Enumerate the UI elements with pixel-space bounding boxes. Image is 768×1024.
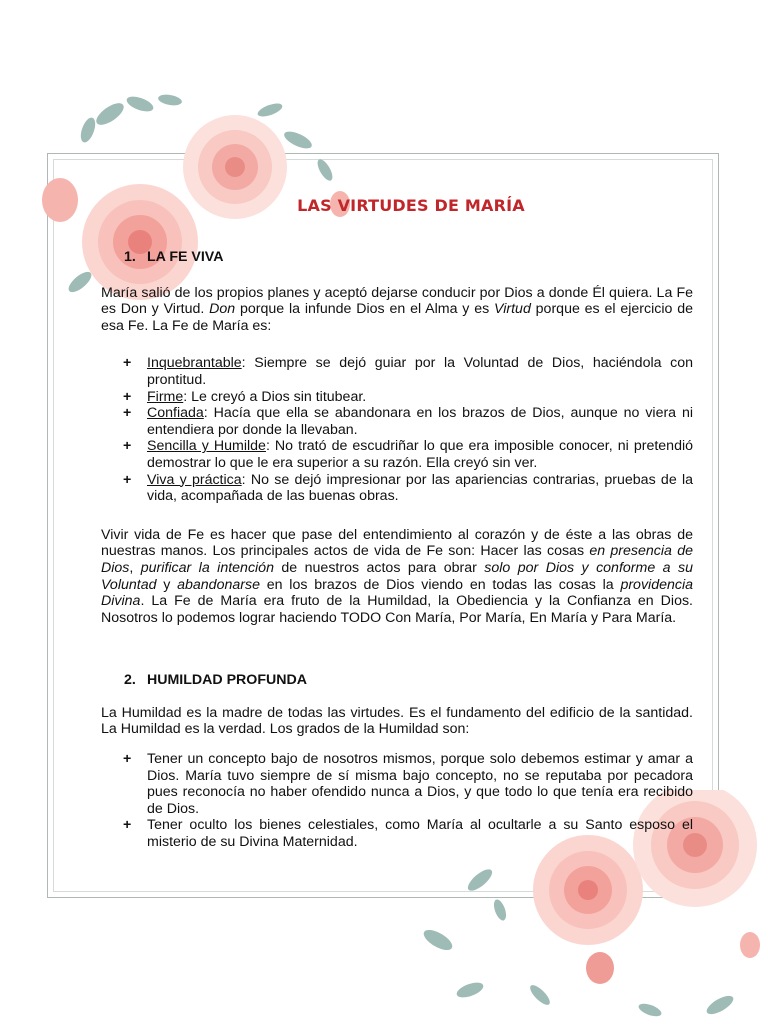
list-item bbox=[101, 405, 693, 438]
list-item-text: : Hacía que ella se abandonara en los brazos de Dios, aunque no viera ni entendiera por donde la llevaban. bbox=[147, 405, 693, 438]
italic-run: Don bbox=[209, 301, 236, 318]
text-run: . La Fe de María era fruto de la Humildad, la Obediencia y la Confianza en Dios. Nosotros lo podemos lograr haciendo TODO Con María, Por María, En María y Para María. bbox=[101, 593, 693, 626]
text-run: porque es el ejercicio de esa Fe. La Fe de María es: bbox=[101, 301, 693, 334]
list-item-text: : Le creyó a Dios sin titubear. bbox=[183, 388, 367, 405]
text-run: María salió de los propios planes y aceptó dejarse conducir por Dios a donde Él quiera. La Fe es Don y Virtud. bbox=[101, 284, 693, 318]
text-run: y bbox=[156, 576, 178, 593]
section-heading-fe-viva bbox=[101, 249, 693, 266]
list-item bbox=[101, 751, 693, 817]
plus-bullet-icon: + bbox=[123, 471, 132, 488]
rose-icon bbox=[533, 835, 643, 945]
list-item-text: Tener un concepto bajo de nosotros mismos, porque solo debemos estimar y amar a Dios. María tuvo siempre de sí misma bajo concepto, no se reputaba por pecadora pues reconocía no haber ofendido nunca a Dios, y que todo lo que tenía era recibido de Dios. bbox=[147, 751, 693, 817]
list-item bbox=[101, 472, 693, 505]
text-run: , bbox=[129, 559, 141, 576]
italic-run: abandonarse bbox=[177, 576, 260, 593]
list-item-text: Tener oculto los bienes celestiales, como María al ocultarle a su Santo esposo el misterio de su Divina Maternidad. bbox=[147, 817, 693, 851]
text-run: porque la infunde Dios en el Alma y es bbox=[235, 301, 495, 318]
section2-intro-paragraph: La Humildad es la madre de todas las virtudes. Es el fundamento del edificio de la santidad. La Humildad es la verdad. Los grados de la Humildad son: bbox=[101, 704, 693, 738]
section-number: 2. bbox=[124, 672, 136, 689]
list-item bbox=[101, 355, 693, 388]
list-item bbox=[101, 389, 693, 406]
text-run: de nuestros actos para obrar bbox=[273, 559, 485, 576]
document-title: LAS VIRTUDES DE MARÍA bbox=[297, 196, 525, 215]
italic-run: Virtud bbox=[494, 301, 531, 318]
section-number: 1. bbox=[124, 249, 136, 265]
text-run: en los brazos de Dios viendo en todas las cosas la bbox=[259, 576, 621, 593]
italic-run: solo por Dios y conforme a su Voluntad bbox=[101, 559, 693, 593]
section1-intro-paragraph bbox=[101, 285, 693, 335]
section1-closing-paragraph bbox=[101, 527, 693, 627]
list-item bbox=[101, 817, 693, 850]
list-item-text: : No se dejó impresionar por las apariencias contrarias, pruebas de la vida, acompañada de las buenas obras. bbox=[147, 471, 694, 505]
underlined-term: Viva y práctica bbox=[147, 471, 242, 488]
rosebud-icon bbox=[586, 932, 760, 984]
italic-run: en presencia de Dios bbox=[101, 543, 694, 576]
plus-bullet-icon: + bbox=[123, 438, 132, 455]
plus-bullet-icon: + bbox=[123, 817, 132, 834]
underlined-term: Firme bbox=[147, 388, 184, 405]
underlined-term: Inquebrantable bbox=[147, 355, 242, 372]
plus-bullet-icon: + bbox=[123, 388, 132, 405]
list-item-text: : No trató de escudriñar lo que era imposible conocer, ni pretendió demostrar lo que le era superior a su razón. Ella creyó sin ver. bbox=[147, 438, 693, 471]
fe-qualities-list bbox=[101, 355, 693, 504]
underlined-term: Confiada bbox=[147, 405, 204, 422]
document-body bbox=[101, 249, 693, 851]
section-heading-text: LA FE VIVA bbox=[147, 249, 224, 265]
text-run: Vivir vida de Fe es hacer que pase del entendimiento al corazón y de éste a las obras de nuestras manos. Los principales actos de vida de Fe son: Hacer las cosas bbox=[101, 526, 693, 560]
list-item bbox=[101, 438, 693, 471]
underlined-term: Sencilla y Humilde bbox=[147, 438, 266, 455]
plus-bullet-icon: + bbox=[123, 751, 132, 768]
list-item-text: : Siempre se dejó guiar por la Voluntad de Dios, haciéndola con prontitud. bbox=[147, 355, 693, 388]
humildad-grades-list bbox=[101, 751, 693, 851]
plus-bullet-icon: + bbox=[123, 405, 132, 422]
section-heading-humildad-profunda bbox=[101, 672, 693, 689]
italic-run: providencia Divina bbox=[101, 576, 693, 610]
italic-run: purificar la intención bbox=[140, 559, 274, 576]
plus-bullet-icon: + bbox=[123, 355, 132, 372]
section-heading-text: HUMILDAD PROFUNDA bbox=[147, 672, 307, 689]
